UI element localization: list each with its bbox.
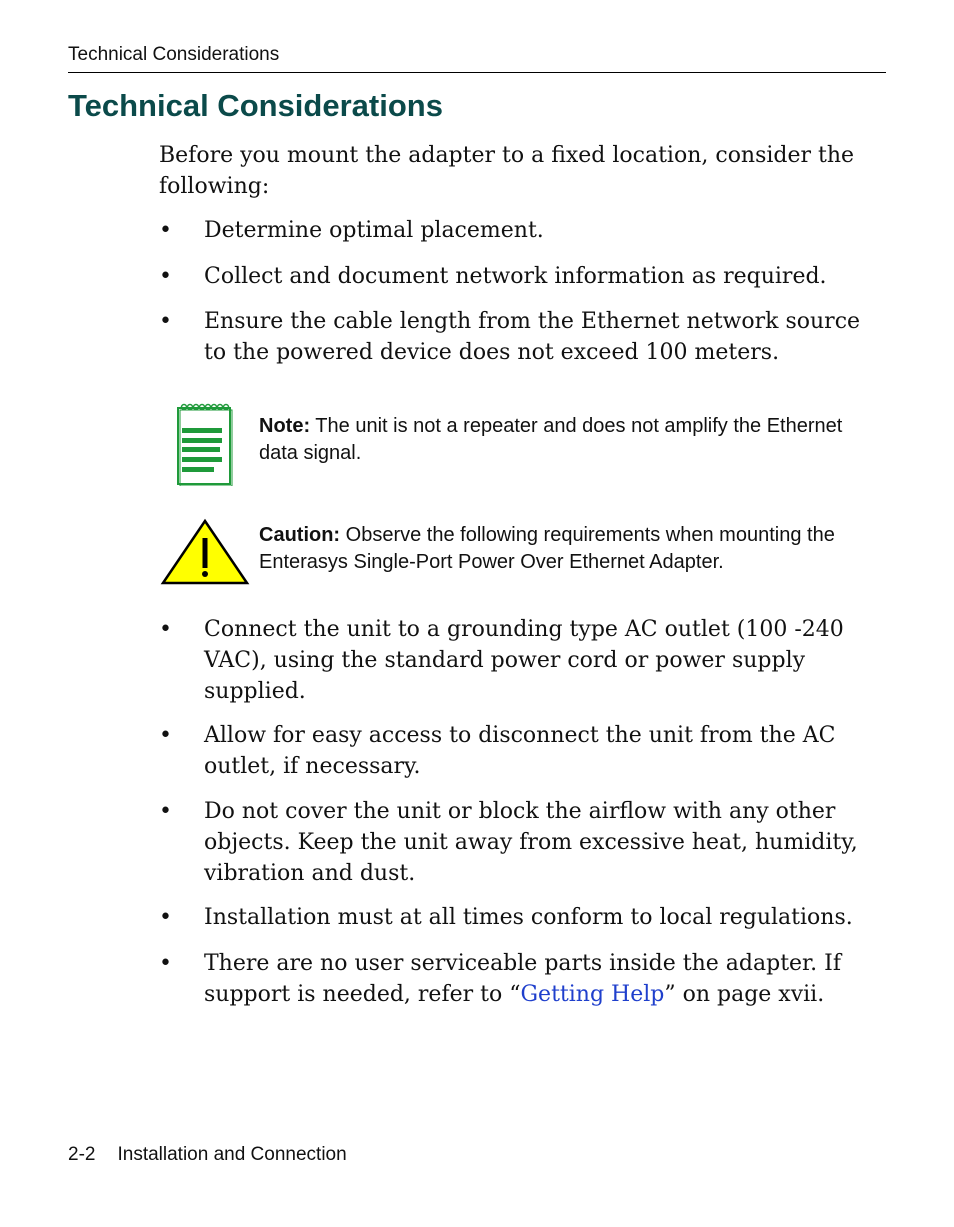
list-item-text: Do not cover the unit or block the airflow with any other objects. Keep the unit away from excessive heat, humidity, vibration and dust. [204,799,858,886]
list-item-text: Connect the unit to a grounding type AC outlet (100 -240 VAC), using the standard power cord or power supply supplied. [204,617,844,704]
running-header: Technical Considerations [68,44,280,65]
bullet-glyph: • [159,218,172,243]
list-item-text: Collect and document network information as required. [204,264,827,289]
support-text-after: ” on page xvii. [664,982,825,1007]
bullet-glyph: • [159,799,172,824]
header-rule [68,72,886,73]
page-footer [68,1144,347,1166]
support-text-before: There are no user serviceable parts inside the adapter. If support is needed, refer to “ [204,951,841,1007]
caution-text [259,522,879,576]
list-item-text: Determine optimal placement. [204,218,544,243]
note-text [259,413,879,467]
list-item-text [204,948,884,1010]
getting-help-link[interactable]: Getting Help [520,982,665,1007]
bullet-glyph: • [159,905,172,930]
list-item-text: Allow for easy access to disconnect the unit from the AC outlet, if necessary. [204,723,836,779]
caution-icon [160,518,250,586]
caution-label: Caution: [259,524,341,546]
bullet-glyph: • [159,309,172,334]
note-icon [176,402,234,486]
caution-body: Observe the following requirements when mounting the Enterasys Single-Port Power Over Ethernet Adapter. [259,524,835,573]
list-item-text: Installation must at all times conform to local regulations. [204,905,853,930]
note-label: Note: [259,415,311,437]
bullet-glyph: • [159,723,172,748]
bullet-glyph: • [159,617,172,642]
section-title: Technical Considerations [68,88,443,123]
intro-paragraph: Before you mount the adapter to a fixed location, consider the following: [159,143,855,199]
page-number: 2-2 [68,1144,96,1165]
note-body: The unit is not a repeater and does not amplify the Ethernet data signal. [259,415,843,464]
chapter-title: Installation and Connection [117,1144,347,1165]
bullet-glyph: • [159,951,172,976]
bullet-glyph: • [159,264,172,289]
list-item-text: Ensure the cable length from the Ethernet network source to the powered device does not exceed 100 meters. [204,309,861,365]
